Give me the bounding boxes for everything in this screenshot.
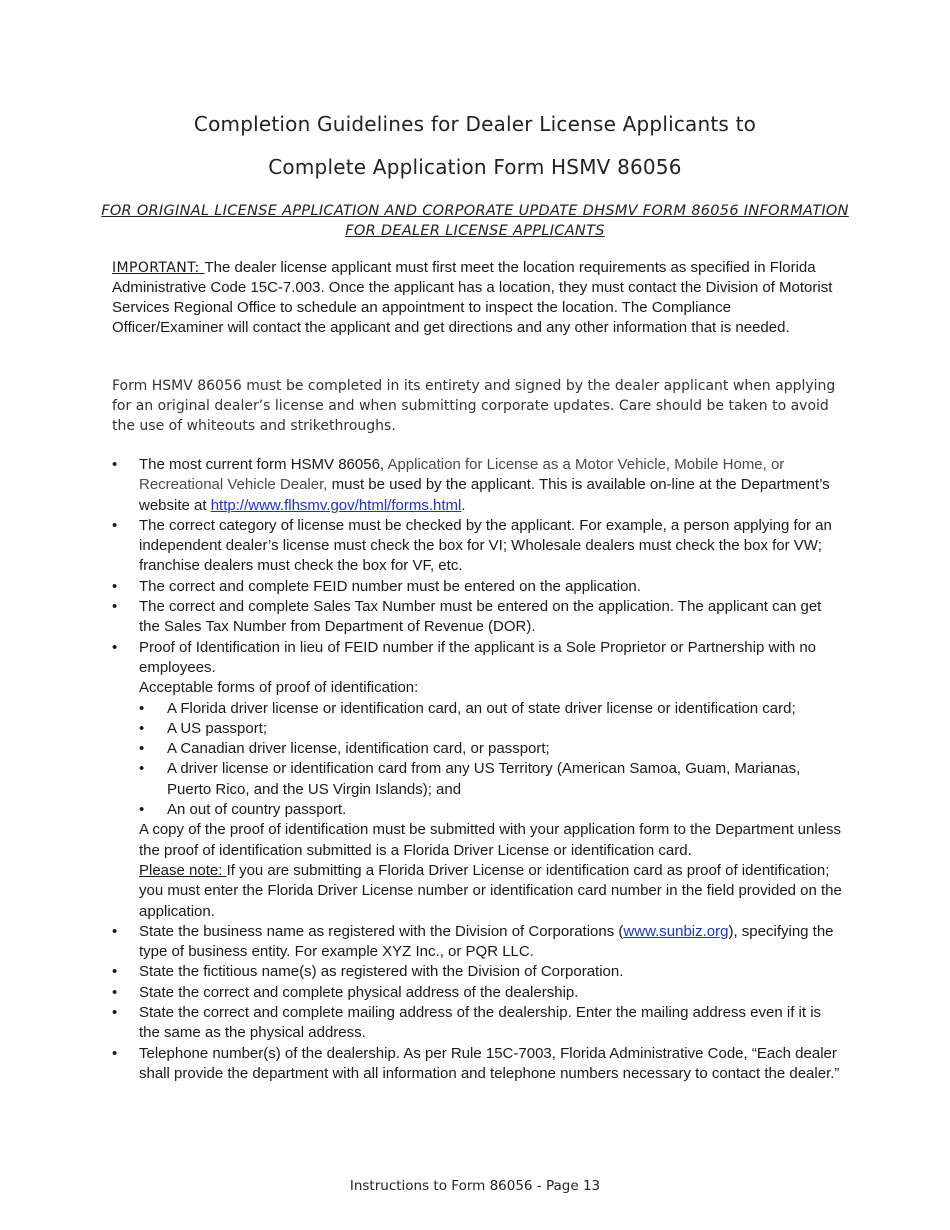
form-name: Application for License as a Motor Vehicle, Mobile Home, or Recreational Vehicle Dealer, bbox=[139, 456, 785, 494]
title-line-2: Complete Application Form HSMV 86056 bbox=[268, 155, 682, 179]
acceptable-forms-list bbox=[139, 699, 842, 821]
proof-id-text: • Proof of Identification in lieu of FEID number if the applicant is a Sole Proprietor or Partnership with no employees. bbox=[139, 638, 817, 676]
forms-link[interactable]: http://www.flhsmv.gov/html/forms.html bbox=[210, 496, 462, 514]
list-item: • The correct and complete Sales Tax Number must be entered on the application. The applicant can get the Sales Tax Number from Department of Revenue (DOR). bbox=[112, 597, 842, 638]
b1-text-3: . bbox=[461, 496, 466, 514]
sub-list-item: • A Canadian driver license, identification card, or passport; bbox=[139, 739, 842, 759]
page-footer: Instructions to Form 86056 - Page 13 bbox=[349, 1178, 601, 1194]
list-item bbox=[112, 922, 842, 963]
list-item: • The correct and complete FEID number must be entered on the application. bbox=[112, 577, 842, 597]
sunbiz-link[interactable]: www.sunbiz.org bbox=[623, 922, 729, 940]
list-item: • Telephone number(s) of the dealership. As per Rule 15C-7003, Florida Administrative Code, “Each dealer shall provide the department with all information and telephone numbers necessary to contact the dealer.” bbox=[112, 1044, 842, 1085]
acceptable-forms-heading: Acceptable forms of proof of identification: bbox=[139, 679, 419, 697]
list-item: • State the fictitious name(s) as registered with the Division of Corporation. bbox=[112, 962, 842, 982]
b1-text-2: must be used by the applicant. This is available on-line at the Department’s website at bbox=[139, 476, 830, 514]
list-item: • The correct category of license must be checked by the applicant. For example, a person applying for an independent dealer’s license must check the box for VI; Wholesale dealers must check the box for VW; franchise dealers must check the box for VF, etc. bbox=[112, 516, 842, 577]
list-item bbox=[112, 638, 842, 922]
b1-text-1: The most current form HSMV 86056, bbox=[139, 456, 388, 473]
sub-list-item: • A US passport; bbox=[139, 719, 842, 739]
sub-list-item: • An out of country passport. bbox=[139, 800, 842, 820]
sub-list-item: • A Florida driver license or identification card, an out of state driver license or identification card; bbox=[139, 699, 842, 719]
guidelines-list bbox=[112, 455, 842, 1084]
b6-text-1: State the business name as registered with the Division of Corporations ( bbox=[139, 922, 624, 940]
list-item bbox=[112, 455, 842, 516]
subheading: FOR ORIGINAL LICENSE APPLICATION AND CORPORATE UPDATE DHSMV FORM 86056 INFORMATION FOR DEALER LICENSE APPLICANTS bbox=[101, 203, 849, 239]
important-paragraph bbox=[112, 258, 842, 338]
please-note bbox=[139, 861, 842, 922]
please-note-label: Please note: bbox=[139, 861, 227, 879]
important-label: IMPORTANT: bbox=[112, 260, 205, 276]
title-line-1: Completion Guidelines for Dealer License Applicants to bbox=[193, 112, 757, 136]
list-item: • State the correct and complete mailing address of the dealership. Enter the mailing address even if it is the same as the physical address. bbox=[112, 1003, 842, 1044]
list-item: • State the correct and complete physical address of the dealership. bbox=[112, 983, 842, 1003]
copy-note: A copy of the proof of identification must be submitted with your application form to the Department unless the proof of identification submitted is a Florida Driver License or identification card. bbox=[139, 821, 842, 859]
form-paragraph: Form HSMV 86056 must be completed in its entirety and signed by the dealer applicant when applying for an original dealer’s license and when submitting corporate updates. Care should be taken to avoid the use of whiteouts and strikethroughs. bbox=[112, 378, 836, 434]
important-text: The dealer license applicant must first meet the location requirements as specified in Florida Administrative Code 15C-7.003. Once the applicant has a location, they must contact the Division of Motorist Services Regional Office to schedule an appointment to inspect the location. The Compliance Officer/Examiner will contact the applicant and get directions and any other information that is needed. bbox=[112, 259, 833, 336]
sub-list-item: • A driver license or identification card from any US Territory (American Samoa, Guam, Marianas, Puerto Rico, and the US Virgin Islands); and bbox=[139, 759, 842, 800]
please-note-text: If you are submitting a Florida Driver License or identification card as proof of identification; you must enter the Florida Driver License number or identification card number in the field provided on the application. bbox=[139, 861, 842, 920]
b6-text-2: ), specifying the type of business entity. For example XYZ Inc., or PQR LLC. bbox=[139, 922, 834, 961]
